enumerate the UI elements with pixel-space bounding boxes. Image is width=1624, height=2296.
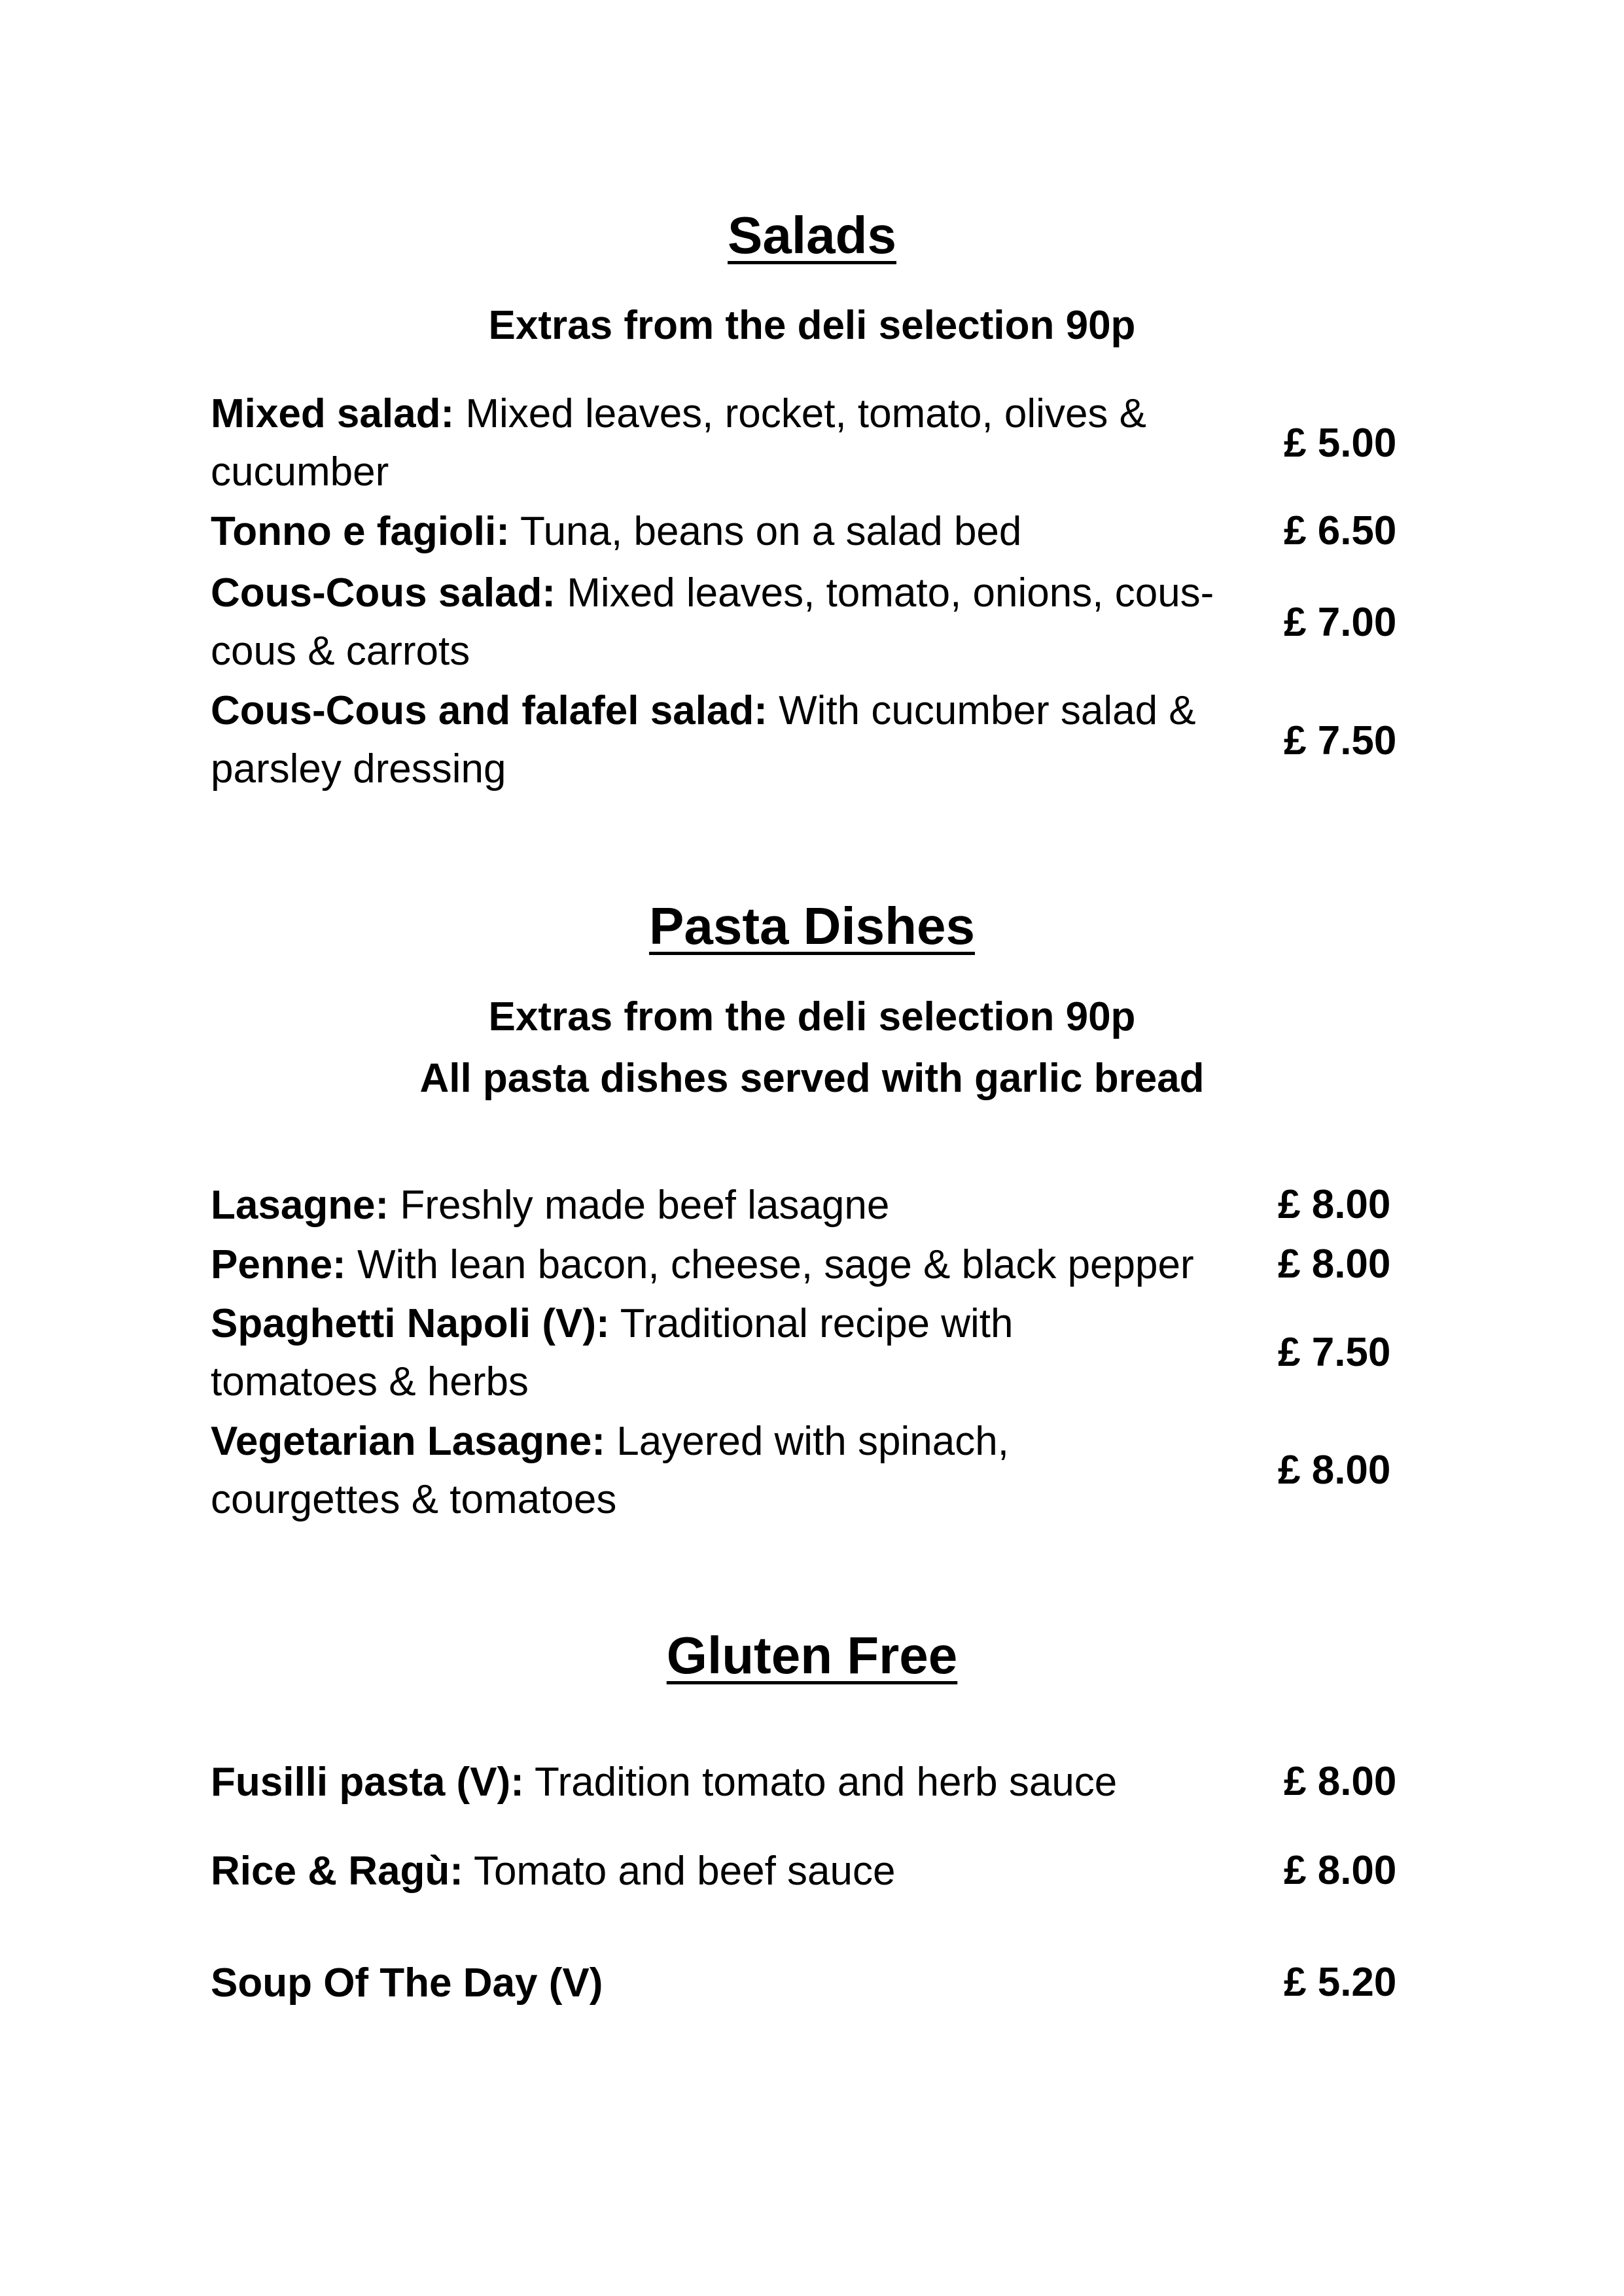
item-description: With lean bacon, cheese, sage & black pepper bbox=[345, 1242, 1194, 1287]
item-description: Mixed leaves, tomato, onions, cous-cous & carrots bbox=[211, 570, 1214, 674]
item-name: Rice & Ragù: bbox=[211, 1849, 463, 1894]
item-price: £ 7.00 bbox=[1284, 600, 1397, 645]
item-name: Vegetarian Lasagne: bbox=[211, 1419, 606, 1464]
item-price: £ 8.00 bbox=[1278, 1182, 1391, 1227]
item-name: Spaghetti Napoli (V): bbox=[211, 1301, 610, 1346]
item-description: Freshly made beef lasagne bbox=[389, 1183, 890, 1228]
menu-item-spaghetti-napoli bbox=[211, 1295, 1114, 1411]
item-price: £ 8.00 bbox=[1278, 1448, 1391, 1493]
item-price: £ 6.50 bbox=[1284, 508, 1397, 553]
item-price: £ 5.00 bbox=[1284, 421, 1397, 466]
item-price: £ 8.00 bbox=[1284, 1848, 1397, 1893]
item-name: Soup Of The Day (V) bbox=[211, 1960, 603, 2006]
item-description: With cucumber salad & parsley dressing bbox=[211, 688, 1196, 791]
item-name: Lasagne: bbox=[211, 1183, 389, 1228]
menu-item-rice-ragu bbox=[211, 1842, 1244, 1900]
item-name: Cous-Cous salad: bbox=[211, 570, 556, 616]
menu-item-fusilli-pasta bbox=[211, 1753, 1244, 1811]
item-price: £ 7.50 bbox=[1284, 718, 1397, 763]
item-price: £ 8.00 bbox=[1284, 1759, 1397, 1804]
salads-extras-note: Extras from the deli selection 90p bbox=[488, 303, 1136, 348]
item-name: Mixed salad: bbox=[211, 391, 455, 436]
item-description: Layered with spinach, courgettes & tomatoes bbox=[211, 1419, 1009, 1522]
menu-item-penne bbox=[211, 1236, 1244, 1294]
item-description: Tuna, beans on a salad bed bbox=[509, 509, 1022, 554]
menu-item-soup-of-the-day bbox=[211, 1954, 1244, 2012]
gluten-free-heading: Gluten Free bbox=[666, 1626, 958, 1684]
item-description: Tomato and beef sauce bbox=[463, 1849, 896, 1894]
menu-item-cous-cous-falafel-salad bbox=[211, 682, 1231, 798]
item-price: £ 7.50 bbox=[1278, 1330, 1391, 1375]
pasta-garlic-bread-note: All pasta dishes served with garlic bread bbox=[419, 1056, 1205, 1101]
pasta-extras-note: Extras from the deli selection 90p bbox=[488, 994, 1136, 1039]
pasta-heading: Pasta Dishes bbox=[648, 897, 976, 955]
menu-item-mixed-salad bbox=[211, 385, 1231, 501]
item-name: Tonno e fagioli: bbox=[211, 509, 510, 554]
menu-item-lasagne bbox=[211, 1176, 1244, 1234]
item-name: Cous-Cous and falafel salad: bbox=[211, 688, 768, 733]
item-price: £ 8.00 bbox=[1278, 1242, 1391, 1287]
menu-item-tonno-e-fagioli bbox=[211, 502, 1244, 561]
item-description: Tradition tomato and herb sauce bbox=[523, 1760, 1118, 1805]
item-price: £ 5.20 bbox=[1284, 1960, 1397, 2005]
item-description: Traditional recipe with tomatoes & herbs bbox=[211, 1301, 1014, 1404]
salads-heading: Salads bbox=[728, 206, 896, 264]
item-name: Fusilli pasta (V): bbox=[211, 1760, 524, 1805]
item-description: Mixed leaves, rocket, tomato, olives & cucumber bbox=[211, 391, 1146, 495]
menu-item-cous-cous-salad bbox=[211, 564, 1244, 680]
menu-item-vegetarian-lasagne bbox=[211, 1412, 1114, 1529]
item-name: Penne: bbox=[211, 1242, 346, 1287]
